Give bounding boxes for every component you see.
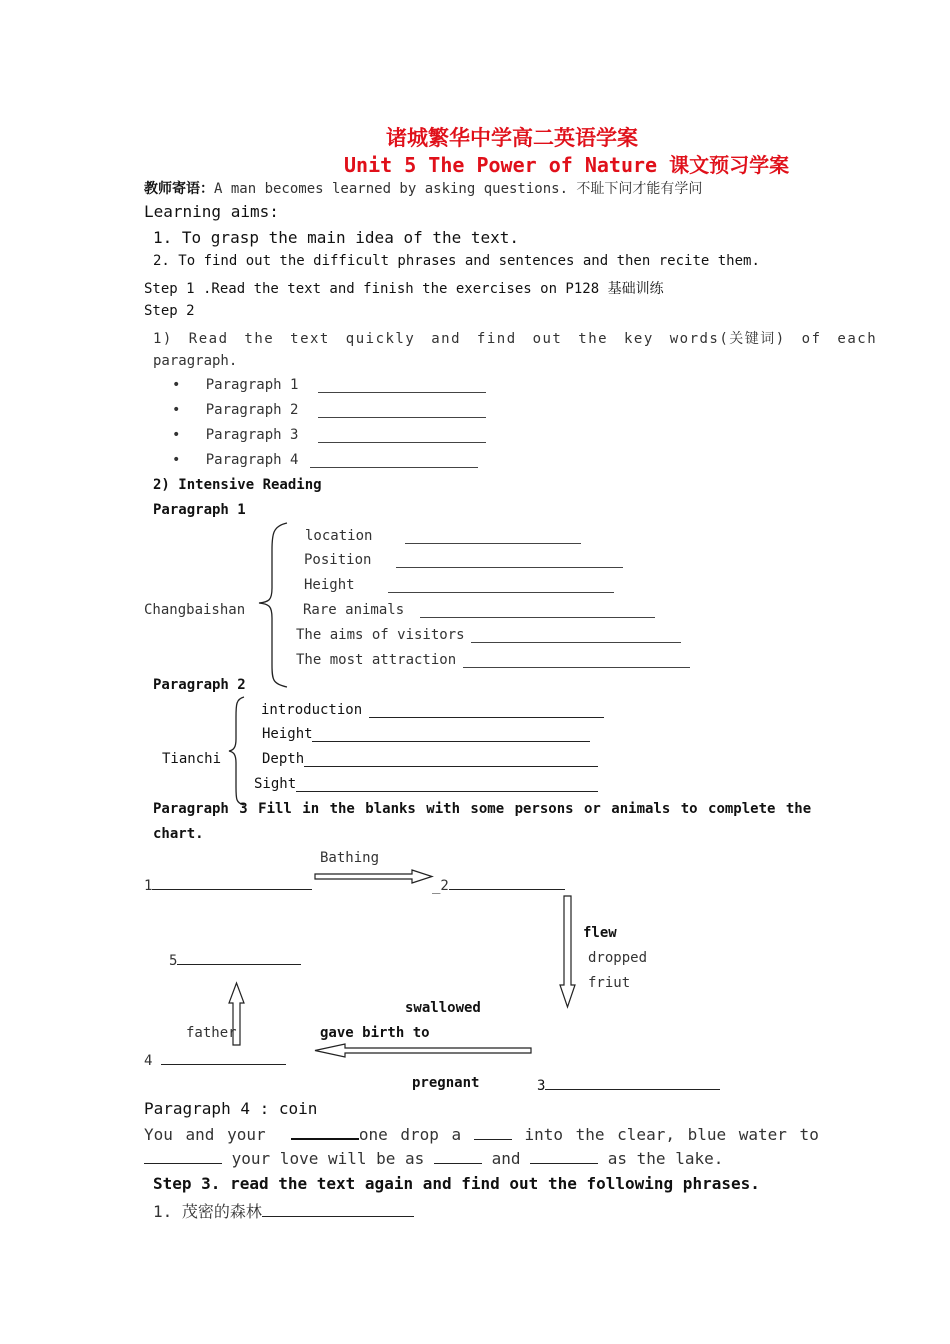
chart-label-dropped: dropped [588, 950, 648, 966]
bullet-paragraph-2: • Paragraph 2 [172, 402, 299, 418]
p1-blank-aims[interactable] [471, 628, 681, 643]
p2-blank-sight[interactable] [296, 777, 598, 792]
p4-blank-3[interactable] [144, 1149, 222, 1164]
step-3-heading: Step 3. read the text again and find out the following phrases. [153, 1174, 760, 1193]
bullet-paragraph-1: • Paragraph 1 [172, 377, 299, 393]
bullet-blank-3[interactable] [318, 428, 486, 443]
bullet-blank-4[interactable] [310, 453, 478, 468]
chart-node-3 [537, 1075, 720, 1094]
step-1: Step 1 .Read the text and finish the exercises on P128 基础训练 [144, 281, 664, 297]
paragraph-3-instruction-cont: chart. [153, 826, 204, 842]
p4-text-d: your love will be as [231, 1149, 425, 1168]
arrow-right [314, 869, 434, 885]
arrow-down [559, 895, 577, 1009]
p4-blank-5[interactable] [530, 1149, 598, 1164]
chart-label-flew: flew [583, 925, 617, 941]
paragraph-3-instruction: Paragraph 3 Fill in the blanks with some persons or animals to complete the [153, 801, 812, 817]
p1-item-height: Height [304, 577, 355, 593]
p4-text-c: into the clear, blue water to [524, 1125, 819, 1144]
p4-blank-4[interactable] [434, 1149, 482, 1164]
chart-node-4 [144, 1050, 286, 1069]
p4-text-b: one drop a [358, 1125, 462, 1144]
intensive-reading-heading: 2) Intensive Reading [153, 477, 322, 493]
p2-item-height: Height [262, 726, 313, 742]
step-2-heading: Step 2 [144, 303, 195, 319]
bullet-paragraph-3: • Paragraph 3 [172, 427, 299, 443]
bullet-label: Paragraph 3 [205, 427, 299, 443]
bullet-label: Paragraph 2 [205, 402, 299, 418]
step-3-blank-1[interactable] [262, 1202, 414, 1217]
p4-blank-1[interactable] [291, 1124, 359, 1140]
chart-blank-1[interactable] [152, 875, 312, 890]
p1-item-aims-of-visitors: The aims of visitors [296, 627, 465, 643]
step-3-item-1-text: 1. 茂密的森林 [153, 1202, 262, 1221]
chart-label-bathing: Bathing [320, 850, 380, 866]
chart-blank-4[interactable] [161, 1050, 286, 1065]
p4-text-e: and [491, 1149, 521, 1168]
teacher-motto [144, 178, 702, 198]
p1-blank-height[interactable] [388, 578, 614, 593]
motto-text: A man becomes learned by asking questions. 不耻下问才能有学问 [214, 181, 703, 197]
bullet-blank-2[interactable] [318, 403, 486, 418]
paragraph-4-label: Paragraph 4 : coin [144, 1099, 318, 1118]
chart-label-friut: friut [588, 975, 631, 991]
motto-label: 教师寄语： [144, 181, 214, 197]
p1-item-position: Position [304, 552, 372, 568]
chart-node-2-number: _2 [432, 878, 449, 894]
p1-item-rare-animals: Rare animals [303, 602, 405, 618]
paragraph-4-line-2 [144, 1149, 723, 1168]
step-2-instruction-cont: paragraph. [153, 353, 238, 369]
paragraph-1-brace [255, 520, 295, 690]
bullet-paragraph-4: • Paragraph 4 [172, 452, 299, 468]
chart-label-swallowed: swallowed [405, 1000, 481, 1016]
p1-blank-position[interactable] [396, 553, 623, 568]
chart-node-3-number: 3 [537, 1078, 546, 1094]
p1-item-location: location [305, 528, 373, 544]
step-3-item-1 [153, 1199, 414, 1222]
p1-blank-location[interactable] [405, 529, 581, 544]
chart-node-5-number: 5 [169, 953, 178, 969]
p1-item-most-attraction: The most attraction [296, 652, 457, 668]
p2-item-introduction: introduction [261, 702, 363, 718]
chart-node-2 [432, 875, 565, 894]
p4-blank-2[interactable] [474, 1125, 512, 1140]
p2-blank-introduction[interactable] [369, 703, 604, 718]
chart-label-gave-birth: gave birth to [320, 1025, 430, 1041]
tianchi-label: Tianchi [162, 751, 222, 767]
paragraph-4-line-1 [144, 1124, 819, 1144]
p4-text-f: as the lake. [607, 1149, 724, 1168]
bullet-blank-1[interactable] [318, 378, 486, 393]
p2-blank-depth[interactable] [304, 752, 598, 767]
paragraph-1-label: Paragraph 1 [153, 502, 246, 518]
unit-title: Unit 5 The Power of Nature 课文预习学案 [344, 153, 790, 177]
p2-blank-height[interactable] [312, 727, 590, 742]
paragraph-2-brace [226, 695, 250, 807]
step-2-instruction: 1) Read the text quickly and find out the key words(关键词) of each [153, 331, 878, 347]
bullet-label: Paragraph 4 [205, 452, 299, 468]
arrow-left [313, 1043, 533, 1059]
aim-item-2: 2. To find out the difficult phrases and sentences and then recite them. [153, 253, 760, 269]
learning-aims-heading: Learning aims: [144, 202, 279, 221]
p1-blank-rare-animals[interactable] [420, 603, 655, 618]
chart-node-4-number: 4 [144, 1053, 153, 1069]
chart-node-5 [169, 950, 301, 969]
chart-node-1 [144, 875, 312, 894]
p4-text-a: You and your [144, 1125, 266, 1144]
aim-item-1: 1. To grasp the main idea of the text. [153, 228, 520, 247]
p2-item-sight: Sight [254, 776, 297, 792]
chart-label-pregnant: pregnant [412, 1075, 480, 1091]
p2-item-depth: Depth [262, 751, 305, 767]
chart-blank-3[interactable] [545, 1075, 720, 1090]
paragraph-2-label: Paragraph 2 [153, 677, 246, 693]
chart-label-father: father [186, 1025, 237, 1041]
chart-blank-2[interactable] [449, 875, 565, 890]
changbaishan-label: Changbaishan [144, 602, 246, 618]
school-title: 诸城繁华中学高二英语学案 [386, 125, 638, 150]
chart-node-1-number: 1 [144, 878, 153, 894]
chart-blank-5[interactable] [177, 950, 301, 965]
p1-blank-attraction[interactable] [463, 653, 690, 668]
bullet-label: Paragraph 1 [205, 377, 299, 393]
